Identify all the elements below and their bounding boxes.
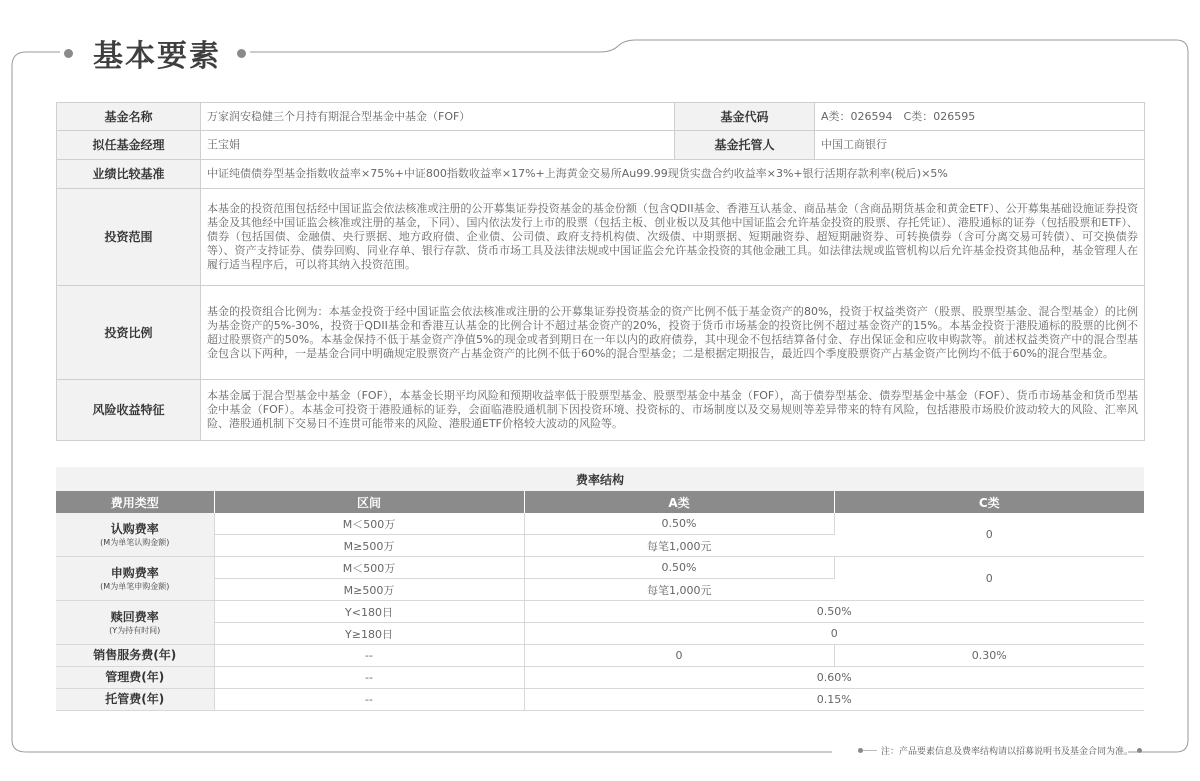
header-range: 区间 bbox=[214, 491, 524, 513]
sales-range: -- bbox=[214, 645, 524, 667]
purchase-c: 0 bbox=[834, 557, 1144, 601]
management-fee-label: 管理费(年) bbox=[56, 667, 214, 689]
header-fee-type: 费用类型 bbox=[56, 491, 214, 513]
sales-c: 0.30% bbox=[834, 645, 1144, 667]
fee-caption-row bbox=[56, 467, 1144, 491]
footnote bbox=[858, 744, 1142, 757]
purchase-a-1: 0.50% bbox=[524, 557, 834, 579]
purchase-a-2: 每笔1,000元 bbox=[524, 579, 834, 601]
ratio-label: 投资比例 bbox=[57, 286, 201, 380]
ratio-value: 基金的投资组合比例为：本基金投资于经中国证监会依法核准或注册的公开募集证券投资基金的资产比例不低于基金资产的80%，投资于权益类资产（股票、股票型基金、混合型基金）的比例为基金资产的5%-30%，投资于QDII基金和香港互认基金的比例合计不超过基金资产的20%，投资于货币市场基金的投资比例不超过基金资产的15%。本基金投资于港股通标的股票的比例不超过股票资产的50%。本基金保持不低于基金资产净值5%的现金或者到期日在一年以内的政府债券，其中现金不包括结算备付金、存出保证金和应收申购款等。前述权益类资产中的混合型基金包含以下两种，一是基金合同中明确规定股票资产占基金资产的比例不低于60%的混合型基金；二是根据定期报告，最近四个季度股票资产占基金资产比例均不低于60%的混合型基金。 bbox=[201, 286, 1145, 380]
redeem-note: (Y为持有时间) bbox=[109, 625, 161, 635]
management-range: -- bbox=[214, 667, 524, 689]
bullet-dot-icon bbox=[1137, 748, 1142, 753]
page-title: 基本要素 bbox=[93, 39, 221, 74]
subscribe-label: 认购费率 bbox=[110, 521, 159, 536]
fee-header-row bbox=[56, 491, 1144, 513]
manager-value: 王宝娟 bbox=[201, 131, 675, 160]
fund-code-value: A类：026594 C类：026595 bbox=[815, 103, 1145, 131]
table-row bbox=[56, 667, 1144, 689]
header-class-a: A类 bbox=[524, 491, 834, 513]
subscribe-a-2: 每笔1,000元 bbox=[524, 535, 834, 557]
risk-label: 风险收益特征 bbox=[57, 380, 201, 441]
table-row bbox=[57, 189, 1145, 286]
table-row bbox=[56, 623, 1144, 645]
scope-label: 投资范围 bbox=[57, 189, 201, 286]
fund-name-value: 万家润安稳健三个月持有期混合型基金中基金（FOF） bbox=[201, 103, 675, 131]
manager-label: 拟任基金经理 bbox=[57, 131, 201, 160]
purchase-label: 申购费率 bbox=[110, 565, 159, 580]
subscribe-range-1: M＜500万 bbox=[214, 513, 524, 535]
table-row bbox=[56, 689, 1144, 711]
custody-ac: 0.15% bbox=[524, 689, 1144, 711]
fee-structure-table bbox=[56, 467, 1144, 711]
benchmark-value: 中证纯债债券型基金指数收益率×75%+中证800指数收益率×17%+上海黄金交易所Au99.99现货实盘合约收益率×3%+银行活期存款利率(税后)×5% bbox=[201, 160, 1145, 189]
table-row bbox=[56, 557, 1144, 579]
purchase-note: (M为单笔申购金额) bbox=[100, 581, 170, 591]
sales-a: 0 bbox=[524, 645, 834, 667]
divider bbox=[863, 750, 877, 751]
fee-caption: 费率结构 bbox=[56, 467, 1144, 491]
purchase-range-2: M≥500万 bbox=[214, 579, 524, 601]
redeem-ac-1: 0.50% bbox=[524, 601, 1144, 623]
fund-info-table bbox=[56, 102, 1145, 441]
custodian-label: 基金托管人 bbox=[675, 131, 815, 160]
redeem-range-2: Y≥180日 bbox=[214, 623, 524, 645]
table-row bbox=[56, 601, 1144, 623]
table-row bbox=[56, 645, 1144, 667]
subscribe-fee-type bbox=[56, 513, 214, 557]
table-row bbox=[57, 160, 1145, 189]
footnote-text: 注：产品要素信息及费率结构请以招募说明书及基金合同为准。 bbox=[880, 747, 1133, 757]
benchmark-label: 业绩比较基准 bbox=[57, 160, 201, 189]
redeem-label: 赎回费率 bbox=[110, 609, 159, 624]
purchase-fee-type bbox=[56, 557, 214, 601]
redeem-range-1: Y<180日 bbox=[214, 601, 524, 623]
header-class-c: C类 bbox=[834, 491, 1144, 513]
redeem-fee-type bbox=[56, 601, 214, 645]
scope-value: 本基金的投资范围包括经中国证监会依法核准或注册的公开募集证券投资基金的基金份额（包含QDII基金、香港互认基金、商品基金（含商品期货基金和黄金ETF）、公开募集基础设施证券投资基金及其他经中国证监会核准或注册的基金，下同）、国内依法发行上市的股票（包括主板、创业板以及其他中国证监会允许基金投资的股票、存托凭证）、港股通标的证券（包括股票和ETF）、债券（包括国债、金融债、央行票据、地方政府债、企业债、公司债、政府支持机构债、次级债、中期票据、短期融资券、超短期融资券、可转换债券（含可分离交易可转债）、可交换债券等）、资产支持证券、债券回购、同业存单、银行存款、货币市场工具及法律法规或中国证监会允许基金投资的其他金融工具。如法律法规或监管机构以后允许基金投资其他品种，基金管理人在履行适当程序后，可以将其纳入投资范围。 bbox=[201, 189, 1145, 286]
table-row bbox=[56, 513, 1144, 535]
table-row bbox=[57, 103, 1145, 131]
redeem-ac-2: 0 bbox=[524, 623, 1144, 645]
table-row bbox=[57, 131, 1145, 160]
custody-range: -- bbox=[214, 689, 524, 711]
custodian-value: 中国工商银行 bbox=[815, 131, 1145, 160]
subscribe-note: (M为单笔认购金额) bbox=[100, 537, 170, 547]
sales-fee-label: 销售服务费(年) bbox=[56, 645, 214, 667]
table-row bbox=[57, 380, 1145, 441]
subscribe-c: 0 bbox=[834, 513, 1144, 557]
risk-value: 本基金属于混合型基金中基金（FOF），本基金长期平均风险和预期收益率低于股票型基金、股票型基金中基金（FOF），高于债券型基金、债券型基金中基金（FOF）、货币市场基金和货币型基金中基金（FOF）。本基金可投资于港股通标的证券，会面临港股通机制下因投资环境、投资标的、市场制度以及交易规则等差异带来的特有风险，包括港股市场股价波动较大的风险、汇率风险、港股通机制下交易日不连贯可能带来的风险、港股通ETF价格较大波动的风险等。 bbox=[201, 380, 1145, 441]
table-row bbox=[57, 286, 1145, 380]
management-ac: 0.60% bbox=[524, 667, 1144, 689]
bullet-dot-icon bbox=[237, 49, 246, 58]
fund-code-label: 基金代码 bbox=[675, 103, 815, 131]
bullet-dot-icon bbox=[64, 49, 73, 58]
fund-name-label: 基金名称 bbox=[57, 103, 201, 131]
custody-fee-label: 托管费(年) bbox=[56, 689, 214, 711]
subscribe-range-2: M≥500万 bbox=[214, 535, 524, 557]
purchase-range-1: M＜500万 bbox=[214, 557, 524, 579]
section-header bbox=[64, 30, 246, 76]
subscribe-a-1: 0.50% bbox=[524, 513, 834, 535]
